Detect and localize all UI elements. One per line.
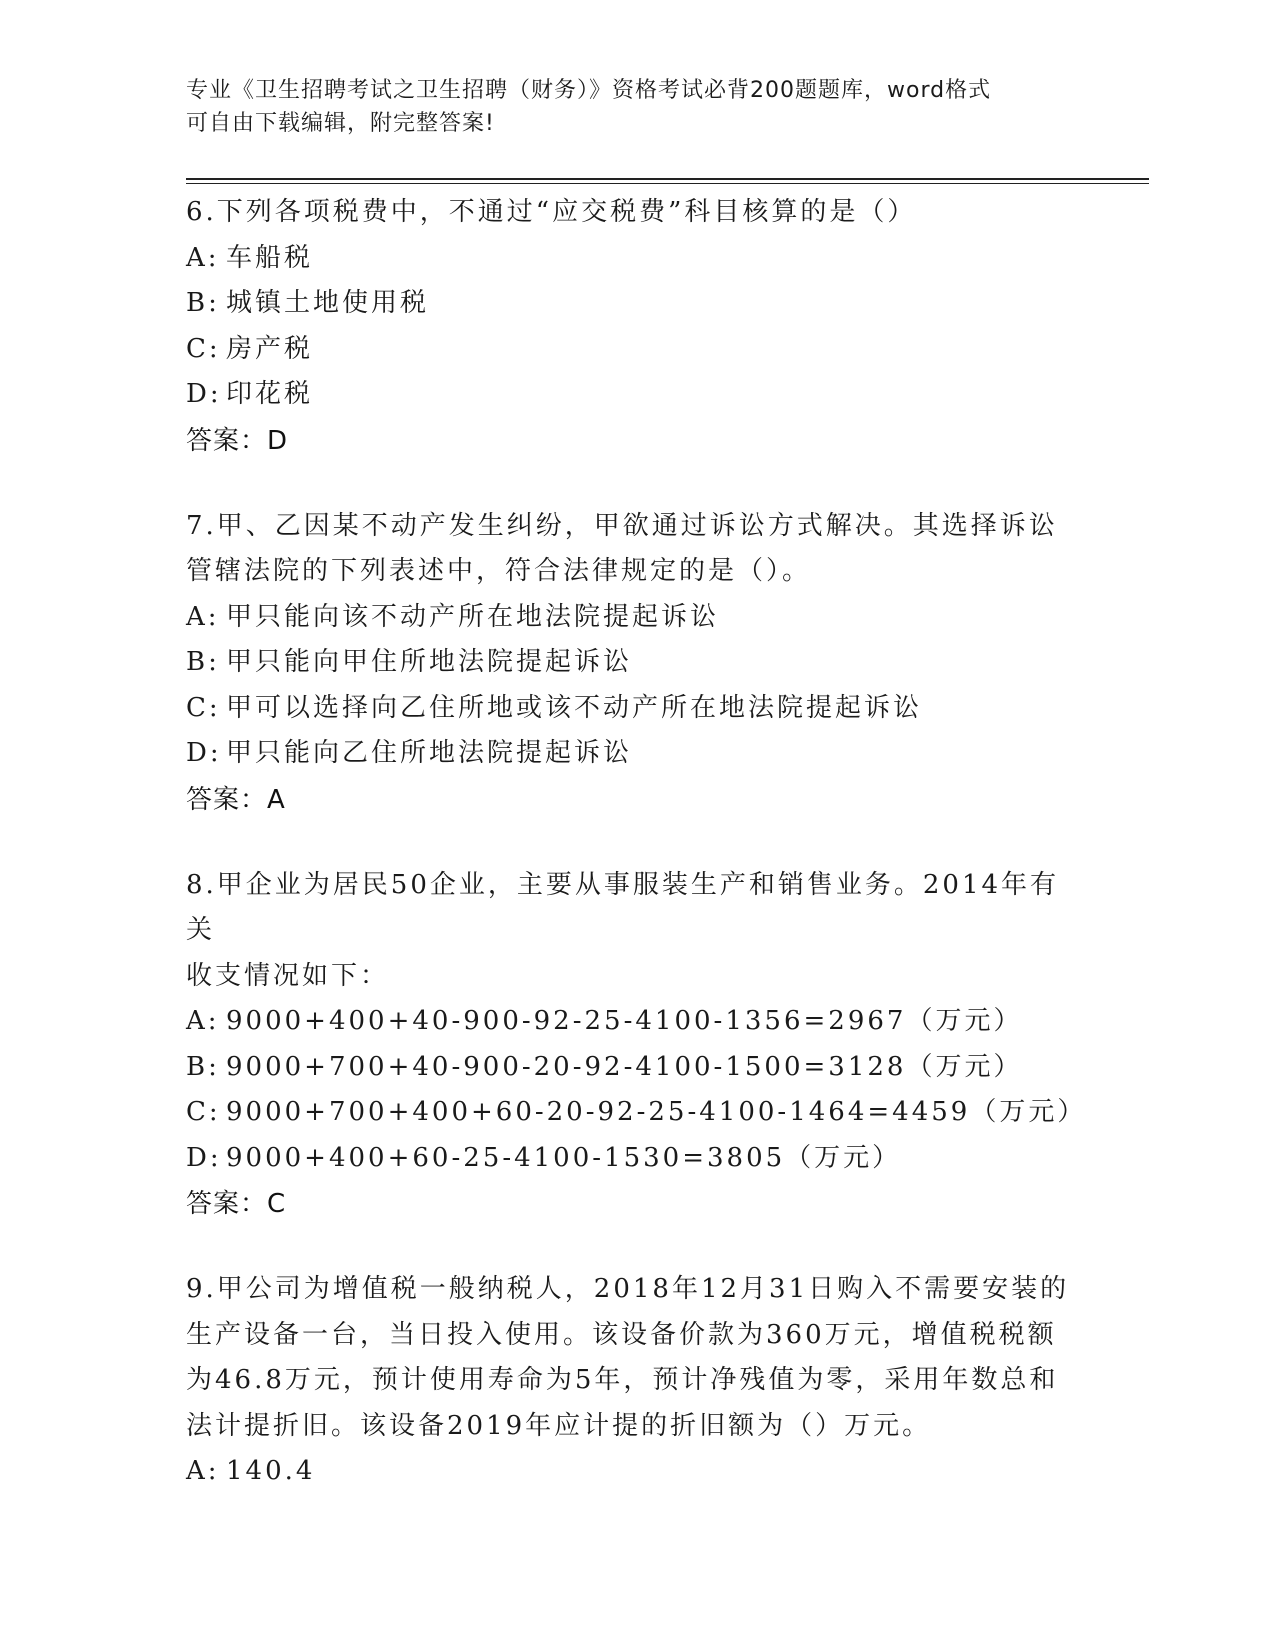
question-stem-line: 为46.8万元，预计使用寿命为5年，预计净残值为零，采用年数总和 — [186, 1365, 1059, 1395]
option-letter: D: — [186, 1142, 222, 1173]
header-line-2: 可自由下载编辑，附完整答案! — [186, 111, 495, 136]
option-letter: A: — [186, 601, 220, 632]
option-letter: A: — [186, 1006, 220, 1036]
option-text: 9000+700+400+60-20-92-25-4100-1464=4459（万元） — [226, 1097, 1087, 1127]
option-text: 9000+400+60-25-4100-1530=3805（万元） — [226, 1142, 902, 1173]
question-stem-line: 8.甲企业为居民50企业，主要从事服装生产和销售业务。2014年有关 — [186, 869, 1060, 945]
option-d — [186, 731, 1086, 777]
answer-line: 答案：C — [186, 1189, 287, 1219]
question-stem-line: 9.甲公司为增值税一般纳税人，2018年12月31日购入不需要安装的 — [186, 1274, 1070, 1304]
question-stem-line: 7.甲、乙因某不动产发生纠纷，甲欲通过诉讼方式解决。其选择诉讼 — [186, 510, 1058, 541]
option-letter: D: — [186, 738, 222, 768]
option-letter: D: — [186, 379, 222, 409]
option-text: 甲只能向甲住所地法院提起诉讼 — [226, 647, 633, 677]
question-8 — [186, 863, 1086, 1228]
question-stem-line: 生产设备一台，当日投入使用。该设备价款为360万元，增值税税额 — [186, 1319, 1057, 1350]
option-letter: B: — [186, 1051, 220, 1082]
option-a — [186, 595, 1086, 641]
question-list — [186, 190, 1086, 1535]
option-letter: C: — [186, 692, 221, 723]
option-b — [186, 1045, 1086, 1091]
header-line-1: 专业《卫生招聘考试之卫生招聘（财务）》资格考试必背200题题库，word格式 — [186, 78, 992, 103]
header-rule-thin — [186, 183, 1149, 184]
option-letter: B: — [186, 647, 220, 677]
option-d — [186, 1136, 1086, 1182]
option-text: 甲只能向该不动产所在地法院提起诉讼 — [226, 601, 720, 632]
option-b — [186, 640, 1086, 686]
option-letter: B: — [186, 288, 220, 318]
option-text: 140.4 — [226, 1456, 316, 1486]
option-text: 城镇土地使用税 — [226, 288, 430, 318]
option-text: 甲可以选择向乙住所地或该不动产所在地法院提起诉讼 — [226, 692, 923, 723]
question-stem-line: 法计提折旧。该设备2019年应计提的折旧额为（）万元。 — [186, 1410, 932, 1441]
question-stem-line: 6.下列各项税费中，不通过“应交税费”科目核算的是（） — [186, 197, 917, 227]
answer-line: 答案：D — [186, 425, 289, 456]
option-c — [186, 1090, 1086, 1136]
option-text: 9000+400+40-900-92-25-4100-1356=2967（万元） — [226, 1006, 1023, 1036]
option-text: 9000+700+40-900-20-92-4100-1500=3128（万元） — [226, 1051, 1023, 1082]
option-a — [186, 236, 1086, 282]
option-text: 房产税 — [226, 333, 314, 364]
question-9 — [186, 1267, 1086, 1495]
answer-line: 答案：A — [186, 784, 286, 815]
option-text: 车船税 — [226, 242, 314, 273]
document-header — [186, 74, 1086, 140]
option-letter: A: — [186, 242, 220, 273]
option-b — [186, 281, 1086, 327]
option-letter: A: — [186, 1456, 220, 1486]
option-c — [186, 327, 1086, 373]
option-a — [186, 1449, 1086, 1495]
option-letter: C: — [186, 1097, 221, 1127]
question-6 — [186, 190, 1086, 464]
option-letter: C: — [186, 333, 221, 364]
option-c — [186, 686, 1086, 732]
option-text: 甲只能向乙住所地法院提起诉讼 — [226, 738, 633, 768]
header-rule-thick — [186, 178, 1149, 180]
option-a — [186, 999, 1086, 1045]
option-text: 印花税 — [226, 379, 314, 409]
question-stem-line: 收支情况如下： — [186, 960, 390, 991]
question-stem-line: 管辖法院的下列表述中，符合法律规定的是（）。 — [186, 556, 812, 586]
option-d — [186, 372, 1086, 418]
question-7 — [186, 504, 1086, 823]
